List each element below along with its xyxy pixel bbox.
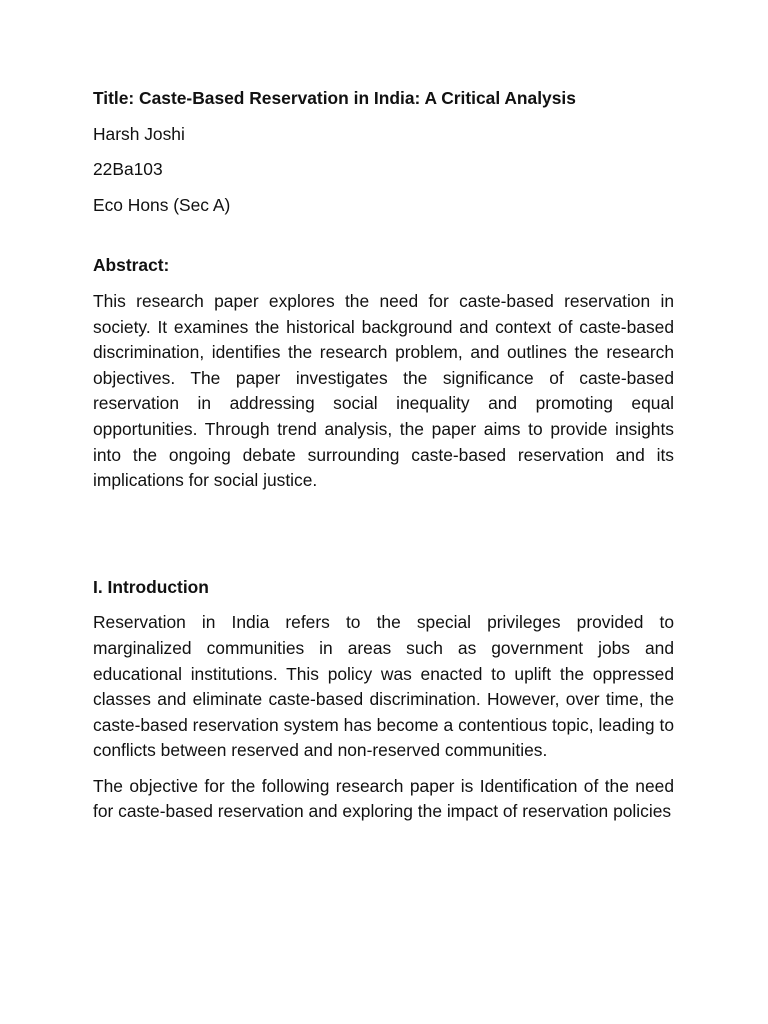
abstract-paragraph: This research paper explores the need for caste-based reservation in society. It examines the historical background and context of caste-based discrimination, identifies the research problem, and outlines the research objectives. The paper investigates the significance of caste-based reservation in addressing social inequality and promoting equal opportunities. Through trend analysis, the paper aims to provide insights into the ongoing debate surrounding caste-based reservation and its implications for social justice. xyxy=(93,290,674,491)
introduction-paragraph-1: Reservation in India refers to the special privileges provided to marginalized communities in areas such as government jobs and educational institutions. This policy was enacted to uplift the oppressed classes and eliminate caste-based discrimination. However, over time, the caste-based reservation system has become a contentious topic, leading to conflicts between reserved and non-reserved communities. xyxy=(93,612,674,761)
introduction-paragraph-2: The objective for the following research paper is Identification of the need for caste-based reservation and exploring the impact of reservation policies xyxy=(93,775,674,822)
introduction-heading: I. Introduction xyxy=(93,576,209,597)
author-name: Harsh Joshi xyxy=(93,123,185,144)
roll-number: 22Ba103 xyxy=(93,159,163,180)
course-section: Eco Hons (Sec A) xyxy=(93,194,231,215)
paper-title: Title: Caste-Based Reservation in India: A Critical Analysis xyxy=(93,88,576,108)
abstract-heading: Abstract: xyxy=(93,255,170,276)
document-page xyxy=(93,86,674,825)
